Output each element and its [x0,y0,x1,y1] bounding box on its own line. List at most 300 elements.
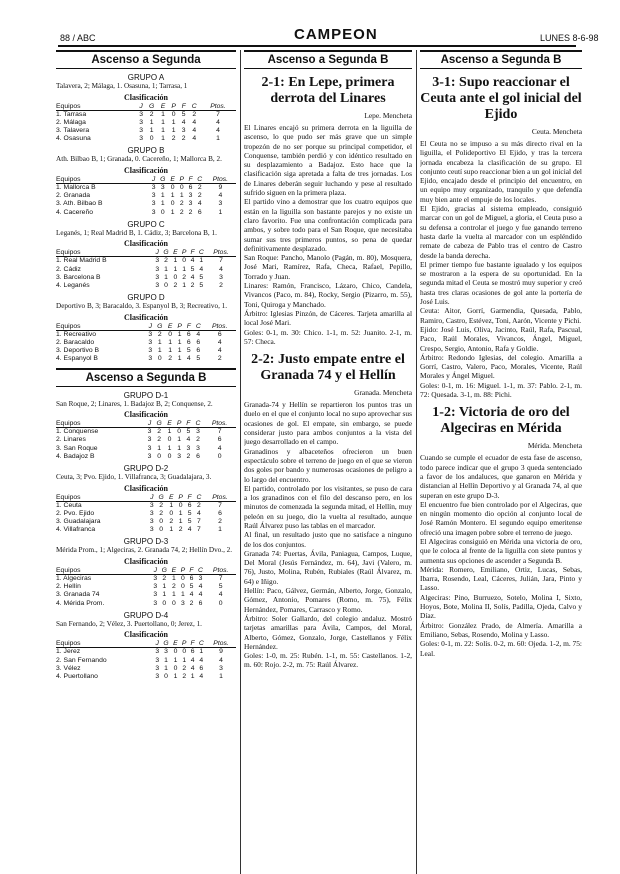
team-name: 4. Badajoz B [56,452,95,460]
stat-cell: 4 [218,591,223,599]
column-header: P [176,494,185,502]
headline: 3-1: Supo reaccionar el Ceuta ante el gol inicial del Ejido [420,75,582,122]
body-text: El Linares encajó su primera derrota en la liguilla de ascenso, lo que pudo ser más grave que un simple tropezón de no ser porque su principal competidor, el Conquense, también perdió y con idéntico resultado en su desplazamiento a Badajoz. Esto hace que la clasificación siga apretada a falta de tres jornadas. Los de Linares deberán seguir luchando y pese al resultado sufrido siguen en la primera plaza. [244,123,412,198]
stat-cell: 0 [164,282,168,290]
stat-cell: 1 [149,118,154,126]
team-name: 4. Cacereño [56,208,94,216]
column-header: F [184,323,193,331]
stat-cell: 1 [160,192,165,200]
stat-cell: 2 [182,273,187,281]
column-header: G [154,420,165,428]
stat-cell: 4 [218,192,223,200]
body-text: El Ejido, gracias al sistema empleado, consiguió marcar con un gol de Miguel, a gloria, el Ceuta puso a su defensa a controlar el juego y fue ganando terreno hasta darle la vuelta al marcador con un espléndido remate de cabeza de Pablo tras el centro de Castro desde la banda derecha. [420,204,582,260]
body-text: Granada-74 y Hellín se repartieron los puntos tras un duelo en el que el conjunto local no supo aprovechar sus ocasiones de gol. El empate, sin embargo, se puede considerar justo para ambos conjuntos a la vista del juego desarrollado en el campo. [244,400,412,447]
stat-cell: 3 [153,575,158,583]
stat-cell: 3 [148,347,153,355]
column-header: J [150,176,158,184]
stat-cell: 1 [161,127,165,134]
stat-cell: 5 [199,273,204,281]
stat-cell: 0 [179,184,184,191]
stat-cell: 7 [217,428,222,436]
stat-cell: 4 [186,355,191,363]
column-header: Ptos. [203,323,236,331]
stat-cell: 1 [173,265,178,273]
stat-cell: 2 [197,501,201,509]
team-name: 1. Jerez [56,648,81,656]
lineup-text: Granada 74: Puertas, Ávila, Paniagua, Campos, Luque, Del Moral (Jesús Fernández, m. 64), Javi (Valero, m. 76), Justo, Molina, Rubén, Rubiales (Raúl Álvarez, m. 64) e Iñigo. [244,548,412,586]
table-row [56,110,236,119]
column-header: C [195,176,205,184]
stat-cell: 4 [219,656,223,664]
stat-cell: 7 [197,526,201,534]
stat-cell: 0 [181,575,185,583]
stat-cell: 1 [157,347,162,355]
group-title: GRUPO D-2 [123,464,169,474]
stat-cell: 5 [190,265,195,273]
table-row [56,665,236,673]
stat-cell: 4 [217,339,222,347]
column-header: G [159,567,169,575]
stat-cell: 1 [161,118,165,126]
stat-cell: 3 [139,118,143,126]
stat-cell: 1 [171,127,176,134]
team-name: 3. Barcelona B [56,273,101,281]
article-column-2 [244,50,412,670]
stat-cell: 3 [153,583,158,591]
stat-cell: 3 [147,452,152,460]
stat-cell: 1 [190,673,195,681]
stat-cell: 3 [147,444,152,452]
team-name: 1. Recreativo [56,330,97,338]
column-header: J [146,420,154,428]
team-name: 2. Granada [56,192,91,200]
stat-cell: 1 [157,444,162,452]
table-row [56,119,236,127]
headline: 2-2: Justo empate entre el Granada 74 y el Hellín [251,352,405,384]
stat-cell: 0 [160,208,165,216]
column-header: E [165,420,175,428]
referee-text: Árbitro: Iglesias Pinzón, de Cáceres. Tarjeta amarilla al local José Mari. [244,308,412,328]
stat-cell: 5 [187,509,192,517]
column-header: Equipos [56,567,152,575]
column-header: G [157,176,168,184]
stat-cell: 0 [169,509,174,517]
stat-cell: 7 [216,110,220,118]
stat-cell: 2 [192,110,197,118]
lineup-text: Ceuta: Aitor, Gorrí, Garmendia, Quesada, Pablo, Ramiro, Castro, Estévez, Toni, Aarón, Vicente y Pichi. [420,306,582,325]
stat-cell: 1 [173,656,178,664]
stat-cell: 2 [219,282,223,290]
stat-cell: 0 [164,673,168,681]
column-header: G [156,494,167,502]
stat-cell: 1 [177,444,182,452]
byline: Granada. Mencheta [354,388,412,398]
stat-cell: 0 [167,436,172,444]
stat-cell: 1 [177,355,182,363]
column-header: G [145,103,157,111]
stat-cell: 1 [219,673,223,681]
stat-cell: 3 [186,444,191,452]
column-header: E [168,176,177,184]
stat-cell: 3 [196,428,200,436]
team-name: 4. Espanyol B [56,355,98,363]
stat-cell: 4 [181,118,186,126]
body-text: El primer tiempo fue bastante igualado y los equipos se mostraron a la espera de su oportunidad. En la segunda mitad el Ceuta se mostró muy superior y creó hasta tres claras ocasiones de gol ante la portería de José Luis. [420,259,582,307]
body-text: Cuando se cumple el ecuador de esta fase de ascenso, todo parece indicar que el grupo 3 queda sentenciado a favor de los andaluces, que ganaron en Mérida y distancian al Hellín Deportivo y al Granada 74, al que superan en este grupo D-3. [420,453,582,500]
stat-cell: 1 [170,192,175,200]
stat-cell: 6 [188,184,193,191]
stat-cell: 1 [164,265,168,273]
stat-cell: 3 [188,192,193,200]
table-row [56,648,236,657]
table-row [56,575,236,584]
stat-cell: 3 [198,575,203,583]
table-row [56,510,236,518]
team-name: 3. San Roque [56,444,98,452]
stat-cell: 6 [190,648,195,656]
body-text: El Ceuta no se impuso a su más directo rival en la liguilla, el Polideportivo El Ejido, y tras la tercera jornada encabeza la clasificación de su grupo. El conjunto ceutí supo reaccionar bien a un gol inicial del Ejido, encajado desde el principio del encuentro, en un equipo muy organizado, tranquilo y que defendía muy bien ante el empuje de los locales. [420,139,582,204]
standings-table [56,249,236,290]
column-header: J [148,494,156,502]
stat-cell: 0 [181,583,185,591]
group-title: GRUPO B [127,146,165,156]
byline: Lepe. Mencheta [364,111,412,120]
table-row [56,282,236,290]
stat-cell: 4 [190,257,195,265]
stat-cell: 2 [157,436,162,444]
stat-cell: 4 [217,444,222,452]
lineup-text: Algeciras: Pino, Burruezo, Sotelo, Molina I, Sixto, Hoyos, Bote, Molina II, Solís, Padilla, Ojeda, Calvo y Díaz. [420,592,582,621]
header-rule [58,45,576,47]
stat-cell: 2 [179,200,184,208]
stat-cell: 2 [218,518,222,526]
stat-cell: 2 [179,208,184,216]
stat-cell: 1 [167,444,172,452]
group-title: GRUPO D-3 [123,537,169,547]
stat-cell: 1 [168,347,173,355]
stat-cell: 1 [199,648,204,656]
standings-caption: Clasificación [124,92,168,102]
stat-cell: 0 [182,648,187,656]
stat-cell: 5 [199,282,204,290]
standings-caption: Clasificación [124,557,168,567]
stat-cell: 1 [169,526,174,534]
stat-cell: 1 [167,428,172,436]
table-row [56,518,236,526]
stat-cell: 5 [218,583,223,591]
byline: Mérida. Mencheta [527,441,582,451]
stat-cell: 1 [173,257,178,265]
stat-cell: 2 [159,509,164,517]
stat-cell: 0 [178,501,183,509]
column-header: E [169,567,178,575]
stat-cell: 2 [181,135,186,143]
table-row [56,200,236,208]
column-header: Equipos [56,249,154,257]
stat-cell: 1 [177,347,182,355]
team-name: 1. Algeciras [56,575,92,583]
team-name: 4. Puertollano [56,673,98,681]
stat-cell: 9 [218,184,223,191]
table-row [56,583,236,591]
column-header: F [190,249,195,257]
column-header: C [193,420,203,428]
page-number: 88 / ABC [60,33,96,43]
section-banner: Ascenso a Segunda B [244,50,412,69]
column-header: E [167,494,176,502]
stat-cell: 3 [151,200,156,208]
table-row [56,501,236,510]
table-row [56,257,236,266]
stat-cell: 6 [187,501,192,509]
goals-text: Goles: 1-0, m. 25: Rubén. 1-1, m. 55: Castellanos. 1-2, m. 60: Rojo. 2-2, m. 75: Raúl Álvarez. [244,651,412,670]
team-name: 2. Linares [56,436,86,444]
standings-caption: Clasificación [124,312,168,322]
stat-cell: 2 [173,282,178,290]
table-row [56,330,236,339]
stat-cell: 2 [169,518,174,526]
stat-cell: 0 [149,135,154,143]
group-results: San Roque, 2; Linares, 1. Badajoz B, 2; Conquense, 2. [56,399,213,408]
page-date: LUNES 8-6-98 [540,33,599,43]
stat-cell: 6 [186,339,191,347]
stat-cell: 0 [157,355,162,363]
stat-cell: 1 [173,673,178,681]
stat-cell: 0 [159,526,164,534]
team-name: 3. Ath. Bilbao B [56,200,103,208]
stat-cell: 4 [199,673,204,681]
section-banner: Ascenso a Segunda B [56,368,236,387]
group-results: Leganés, 1; Real Madrid B, 1. Cádiz, 3; Barcelona B, 1. [56,228,217,237]
stat-cell: 4 [190,273,195,281]
column-divider [416,50,417,874]
column-header: J [155,249,159,257]
stat-cell: 3 [155,664,160,672]
stat-cell: 2 [197,192,202,200]
group-title: GRUPO A [127,73,165,82]
standings-caption: Clasificación [124,239,168,249]
lineup-text: Ejido: José Luis, Oliva, Jacinto, Raúl, Rafa, Pascual, Paco, Raúl Morales, Vivancos, Ángel, Miguel, Crespo, Sergio, Antonio, Rafa y Goldie. [420,324,582,353]
stat-cell: 6 [197,208,202,216]
stat-cell: 4 [187,526,192,534]
stat-cell: 2 [197,184,202,191]
page-header [0,0,620,46]
column-header: Ptos. [206,640,236,648]
column-header: C [189,103,200,111]
stat-cell: 1 [218,526,222,534]
column-header: Ptos. [205,567,236,575]
body-text: El Algeciras consiguió en Mérida una victoria de oro, que le coloca al frente de la liguilla con siete puntos y aumenta sus opciones de ascender a Segunda B. [420,536,582,565]
stat-cell: 0 [217,452,222,460]
stat-cell: 0 [182,257,187,265]
stat-cell: 1 [157,339,162,347]
stat-cell: 0 [171,110,176,118]
team-name: 1. Mallorca B [56,184,96,191]
stat-cell: 5 [196,355,201,363]
stat-cell: 3 [155,273,160,281]
stat-cell: 2 [186,452,191,460]
stat-cell: 1 [182,265,187,273]
column-header: Ptos. [205,176,236,184]
column-header: Ptos. [206,249,236,257]
stat-cell: 2 [188,208,193,216]
stat-cell: 1 [170,208,175,216]
stat-cell: 1 [181,591,185,599]
stat-cell: 0 [177,428,182,436]
team-name: 2. San Fernando [56,656,107,664]
stat-cell: 6 [196,452,200,460]
table-row [56,526,236,534]
stat-cell: 3 [155,282,160,290]
column-header: Equipos [56,176,150,184]
stat-cell: 3 [160,184,165,191]
column-header: E [171,640,180,648]
stat-cell: 6 [186,330,191,338]
team-name: 3. Guadalajara [56,518,101,526]
column-header: Ptos. [204,494,236,502]
standings-table [56,420,236,461]
stat-cell: 1 [178,518,183,526]
stat-cell: 1 [182,656,187,664]
team-name: 2. Málaga [56,118,86,126]
column-header: E [171,249,180,257]
stat-cell: 5 [189,583,194,591]
stat-cell: 2 [182,664,187,672]
stat-cell: 0 [167,452,172,460]
stat-cell: 4 [198,583,203,591]
stat-cell: 2 [168,355,173,363]
column-header: F [190,640,195,648]
section-banner: Ascenso a Segunda [56,50,236,69]
column-header: J [137,103,146,111]
group-results: Deportivo B, 3; Baracaldo, 3. Espanyol B, 3; Recreativo, 1. [56,302,228,311]
stat-cell: 0 [173,664,178,672]
stat-cell: 1 [199,257,204,265]
stat-cell: 3 [181,599,185,607]
column-header: P [175,323,185,331]
team-name: 3. Talavera [56,127,90,134]
stat-cell: 7 [218,575,223,583]
stat-cell: 3 [148,330,153,338]
column-header: Equipos [56,640,154,648]
goals-text: Goles: 0-1, m. 22: Solís. 0-2, m. 60: Ojeda. 1-2, m. 75: Leal. [420,639,582,658]
stat-cell: 0 [168,330,173,338]
column-header: C [197,640,206,648]
standings-table [56,640,236,681]
stat-cell: 0 [173,648,178,656]
column-header: Equipos [56,420,146,428]
stat-cell: 1 [177,436,182,444]
team-name: 3. Vélez [56,664,81,672]
stat-cell: 4 [189,591,194,599]
stat-cell: 3 [151,192,156,200]
column-header: Equipos [56,494,148,502]
standings-caption: Clasificación [124,483,168,493]
stat-cell: 3 [149,509,154,517]
section-banner: Ascenso a Segunda B [420,50,582,69]
stat-cell: 2 [162,575,167,583]
stat-cell: 0 [159,518,164,526]
column-header: P [180,249,189,257]
table-row [56,135,236,143]
column-divider [240,50,241,874]
column-header: G [161,249,171,257]
standings-caption: Clasificación [124,410,168,420]
column-header: C [193,323,203,331]
stat-cell: 1 [162,583,167,591]
column-header: P [180,640,189,648]
stat-cell: 4 [219,265,223,273]
column-header: P [178,567,187,575]
stat-cell: 0 [157,452,162,460]
stat-cell: 3 [155,265,160,273]
table-row [56,591,236,599]
stat-cell: 1 [161,110,165,118]
referee-text: Árbitro: Soler Gallardo, del colegio andaluz. Mostró tarjetas amarillas para Ávila, Campos, del Moral, Alberto, Gómez, Gonzalo, Jorge, Castellanos y Félix Hernández. [244,613,412,651]
table-row [56,347,236,355]
stat-cell: 2 [178,526,183,534]
table-row [56,428,236,437]
headline: 2-1: En Lepe, primera derrota del Linares [261,75,395,106]
group-title: GRUPO C [127,219,165,229]
stat-cell: 3 [155,257,160,265]
stat-cell: 0 [170,200,175,208]
table-row [56,445,236,453]
stat-cell: 3 [188,200,193,208]
stat-cell: 2 [159,501,164,509]
stat-cell: 3 [139,135,143,143]
column-header: P [177,176,186,184]
table-row [56,266,236,274]
stat-cell: 4 [216,118,220,126]
column-header: Equipos [56,103,137,111]
stat-cell: 3 [139,127,143,134]
body-text: El partido, controlado por los visitantes, se puso de cara a los granadinos con el filo del descanso pero, en los minutos de comenzada la segunda mitad, el Hellín, muy peleón en su juego, dio la vuelta al resultado, aunque Raúl Álvarez puso las tablas en el marcador. [244,483,412,530]
stat-cell: 6 [196,339,201,347]
team-name: 2. Hellín [56,583,81,591]
stat-cell: 1 [178,509,183,517]
column-header: C [197,249,206,257]
body-text: El encuentro fue bien controlado por el Algeciras, que en ningún momento dio opción al conjunto local de José Ramón Montero. El segundo equipo emeritense ofreció una imagen pobre sobre el terreno de juego. [420,499,582,537]
standings-caption: Clasificación [124,166,168,175]
team-name: 2. Pvo. Ejido [56,509,95,517]
lineup-text: San Roque: Pancho, Manolo (Pagán, m. 80), Mosquera, José Mari, Ramírez, Rafa, Checa, Rafael, Pepillo, Torrado y Juan. [244,253,412,281]
stat-cell: 2 [157,330,162,338]
stat-cell: 1 [161,135,165,143]
stat-cell: 0 [162,599,167,607]
group-title: GRUPO D [127,293,165,303]
byline: Ceuta. Mencheta [531,127,582,136]
table-row [56,192,236,200]
standings-table [56,494,236,535]
stat-cell: 1 [171,118,176,126]
column-header: J [155,640,159,648]
stat-cell: 2 [196,436,200,444]
stat-cell: 6 [198,599,203,607]
stat-cell: 0 [173,273,178,281]
standings-caption: Clasificación [124,630,168,640]
group-results: San Fernando, 2; Vélez, 3. Puertollano, 0; Jerez, 1. [56,619,202,628]
stat-cell: 3 [148,339,153,347]
stat-cell: 3 [148,355,153,363]
table-row [56,600,236,608]
stat-cell: 3 [151,184,156,191]
lineup-text: Mérida: Romero, Emiliano, Ortiz, Lucas, Sebas, Ibarra, Rosendo, Leal, Cáceres, Julián, Jara, Pinto y Lasso. [420,564,582,593]
team-name: 2. Cádiz [56,265,81,273]
group-results: Mérida Prom., 1; Algeciras, 2. Granada 74, 2; Hellín Dvo., 2. [56,546,233,555]
stat-cell: 6 [189,575,194,583]
table-row [56,657,236,665]
